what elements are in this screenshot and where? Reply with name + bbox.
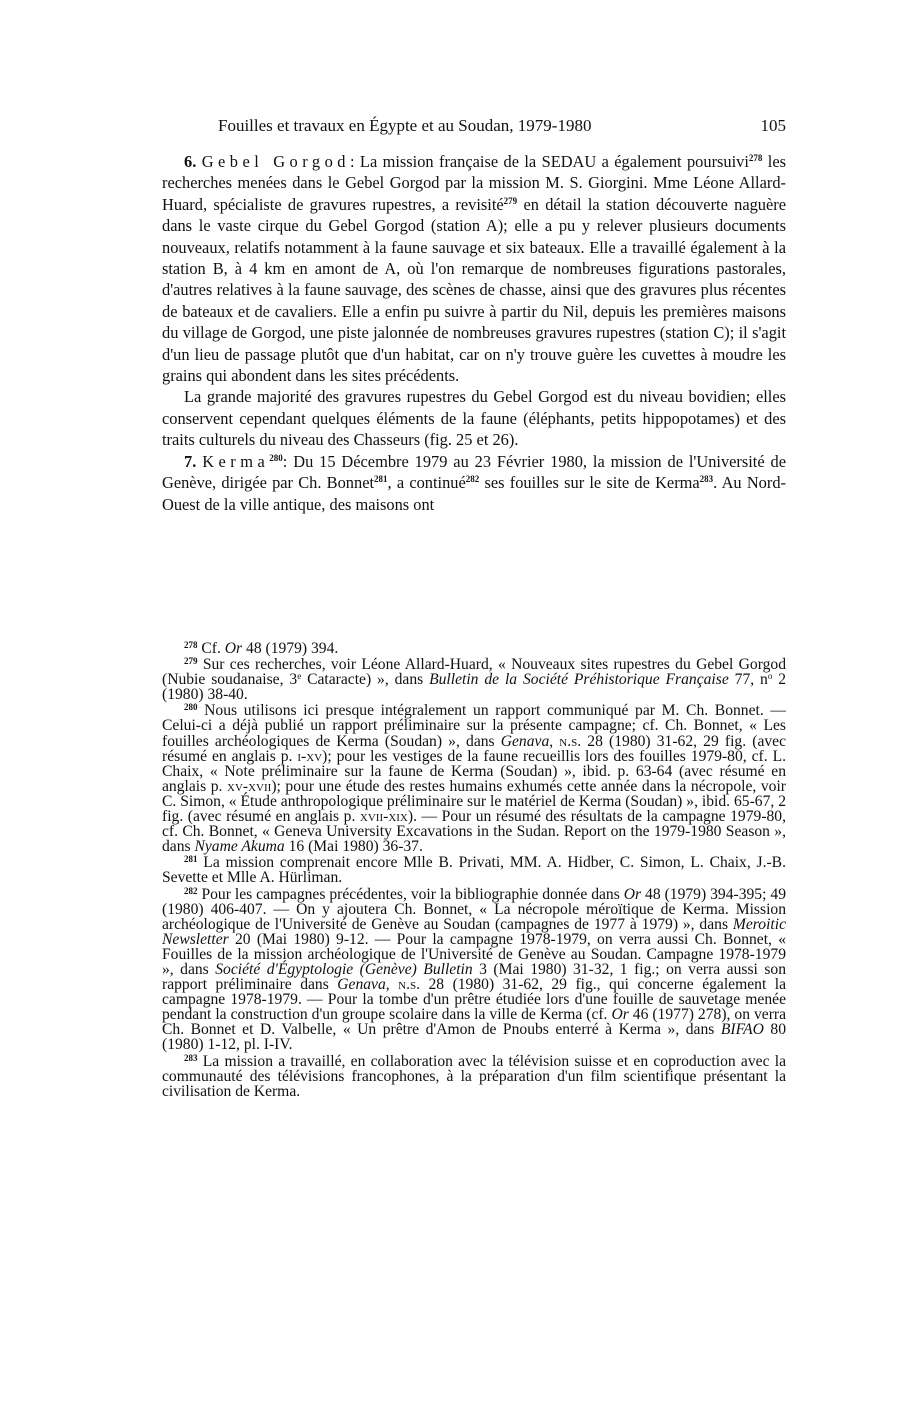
text-run: La mission a travaillé, en collaboration avec la télévision suisse et en coproduction avec la communauté des télévisions francophones, à la préparation d'un film scientifique présentant la civilisation de Kerma. [162, 1052, 786, 1100]
text-run: Nous utilisons ici presque intégralement un rapport communiqué par M. Ch. Bonnet. — Celui-ci a déjà publié un rapport préliminaire sur la présente campagne; cf. Ch. Bonnet, « Les fouilles archéologiques de Kerma (Soudan) », dans [162, 702, 786, 750]
text-run: Sur ces recherches, voir Léone Allard-Huard, « Nouveaux sites rupestres du Gebel Gorgod (Nubie soudanaise, 3 [162, 656, 786, 689]
footnote-281 [162, 855, 786, 885]
footnote-number: 283 [184, 1052, 198, 1063]
text-run: Cataracte) », dans [301, 671, 430, 689]
text-run: 3 (Mai 1980) 31-32, 1 fig.; on verra aussi son rapport préliminaire dans [162, 960, 787, 994]
footnote-ref[interactable]: 278 [748, 153, 763, 163]
footnote-number: 282 [184, 885, 198, 896]
paragraph-kerma [162, 451, 786, 515]
italic-run: Or [224, 640, 243, 657]
text-run: en détail la station découverte naguère dans le vaste cirque du Gebel Gorgod (station A); elle a pu y relever plusieurs documents nouveaux, relatifs notamment à la faune sauvage et six bateaux. Elle a travaillé également à la station B, à 4 km en amont de A, où l'on remarque de nombreuses figurations pastorales, d'autres relatives à la faune sauvage, des scènes de chasse, ainsi que des gravures plus récentes de bateaux et de cavaliers. Elle a enfin pu suivre à partir du Nil, depuis les premières maisons du village de Gorgod, une piste jalonnée de nombreuses gravures rupestres (station C); il s'agit d'un lieu de passage plutôt que d'un habitat, car on n'y trouve guère les cuvettes à moudre les grains qui abondent dans les sites précédents. [162, 194, 786, 386]
text-run: ses fouilles sur le site de Kerma [479, 473, 700, 493]
smallcaps-run: i-xv [297, 747, 323, 765]
paragraph-gravures: La grande majorité des gravures rupestres du Gebel Gorgod est du niveau bovidien; elles conservent cependant quelques éléments de la faune (éléphants, petits hippopotames) et des traits culturels du niveau des Chasseurs (fig. 25 et 26). [162, 387, 786, 450]
text-run: 48 (1979) 394-395; 49 (1980) 406-407. — On y ajoutera Ch. Bonnet, « La nécropole méroïtique de Kerma. Mission archéologique de l'Université de Genève au Soudan (campagnes de 1977 à 1979) », dans [162, 885, 786, 933]
text-run: : La mission française de la SEDAU a également poursuivi [350, 152, 749, 171]
section-heading: Kerma [202, 451, 270, 471]
text-run: 48 (1979) 394. [242, 640, 339, 657]
italic-run: Société d'Égyptologie (Genève) Bulletin [215, 960, 473, 978]
superscript: o [767, 671, 773, 682]
superscript: e [297, 671, 302, 682]
footnotes [162, 641, 786, 1099]
text-run: 2 (1980) 38-40. [162, 671, 787, 704]
text-run: 28 (1980) 31-62, 29 fig. (avec résumé en anglais p. [162, 732, 787, 765]
text-run: , [385, 976, 399, 994]
smallcaps-run: xv-xvii [227, 777, 272, 795]
section-number: 7. [184, 451, 197, 471]
page-number: 105 [760, 116, 786, 135]
italic-run: Nyame Akuma [194, 838, 285, 856]
text-run: La mission comprenait encore Mlle B. Privati, MM. A. Hidber, C. Simon, L. Chaix, J.-B. Sevette et Mlle A. Hürliman. [162, 854, 786, 887]
footnote-ref[interactable]: 282 [465, 474, 480, 485]
text-run: 16 (Mai 1980) 36-37. [284, 838, 423, 856]
smallcaps-run: n.s. [559, 732, 582, 750]
running-title: Fouilles et travaux en Égypte et au Soudan, 1979-1980 [218, 116, 592, 135]
footnote-ref[interactable]: 279 [503, 195, 518, 206]
footnote-number: 280 [184, 702, 198, 713]
text-run: 46 (1977) 278), on verra Ch. Bonnet et D. Valbelle, « Un prêtre d'Amon de Pnoubs enterré à Kerma », dans [162, 1006, 787, 1039]
section-number: 6. [184, 152, 197, 171]
italic-run: Genava [500, 732, 550, 750]
footnote-278 [162, 641, 786, 656]
paragraph-gebel-gorgod [162, 151, 786, 386]
text-run: : Du 15 Décembre 1979 au 23 Février 1980, la mission de l'Université de Genève, dirigée par Ch. Bonnet [162, 451, 786, 493]
footnote-ref[interactable]: 280 [269, 452, 283, 463]
text-run: ); pour les vestiges de la faune recueillis lors des fouilles 1979-80, cf. L. Chaix, « Note préliminaire sur la faune de Kerma (Soudan) », ibid. p. 63-64 (avec résumé en anglais p. [162, 747, 786, 795]
text-run: 77, n [728, 671, 768, 689]
italic-run: Or [623, 885, 642, 903]
main-text [162, 151, 786, 515]
footnote-283 [162, 1054, 786, 1099]
text-run: . Au Nord-Ouest de la ville antique, des maisons ont [162, 473, 786, 514]
italic-run: Or [611, 1006, 629, 1024]
text-run: 80 (1980) 1-12, pl. I-IV. [162, 1021, 786, 1054]
footnote-ref[interactable]: 281 [374, 474, 388, 485]
text-run: Cf. [197, 640, 225, 657]
footnote-279 [162, 657, 786, 702]
section-heading: Gebel Gorgod [201, 152, 350, 171]
text-run: Pour les campagnes précédentes, voir la bibliographie donnée dans [197, 885, 624, 903]
italic-run: Bulletin de la Société Préhistorique Française [429, 671, 729, 689]
text-run: 20 (Mai 1980) 9-12. — Pour la campagne 1978-1979, on verra aussi Ch. Bonnet, « Fouilles de la mission archéologique de l'Université de Genève au Soudan. Campagne 1978-1979 », dans [162, 930, 786, 978]
text-run: , a continué [387, 473, 466, 493]
footnote-number: 281 [184, 854, 198, 865]
footnote-number: 279 [184, 656, 198, 667]
footnote-number: 278 [184, 640, 198, 650]
italic-run: Meroitic Newsletter [162, 915, 786, 948]
smallcaps-run: xvii-xix [359, 808, 408, 826]
smallcaps-run: n.s. [398, 976, 421, 994]
italic-run: Genava [337, 976, 386, 994]
text-run: , [549, 732, 560, 750]
text-run: ). — Pour un résumé des résultats de la campagne 1979-80, cf. Ch. Bonnet, « Geneva University Excavations in the Sudan. Report on the 1979-1980 Season », dans [162, 808, 786, 856]
italic-run: BIFAO [720, 1021, 764, 1039]
footnote-282 [162, 887, 786, 1053]
text-run: les recherches menées dans le Gebel Gorgod par la mission M. S. Giorgini. Mme Léone Allard-Huard, spécialiste de gravures rupestres, a revisité [162, 152, 786, 214]
text-run: 28 (1980) 31-62, 29 fig., qui concerne également la campagne 1978-1979. — Pour la tombe d'un prêtre étudiée lors d'une fouille de sauvetage menée pendant la construction d'un groupe scolaire dans la ville de Kerma (cf. [162, 976, 787, 1024]
footnote-ref[interactable]: 283 [699, 474, 714, 485]
text-run: ); pour une étude des restes humains exhumés cette année dans la nécropole, voir C. Simon, « Étude anthropologique préliminaire sur le matériel de Kerma (Soudan) », ibid. 65-67, 2 fig. (avec résumé en anglais p. [162, 777, 786, 826]
footnote-280 [162, 703, 786, 854]
